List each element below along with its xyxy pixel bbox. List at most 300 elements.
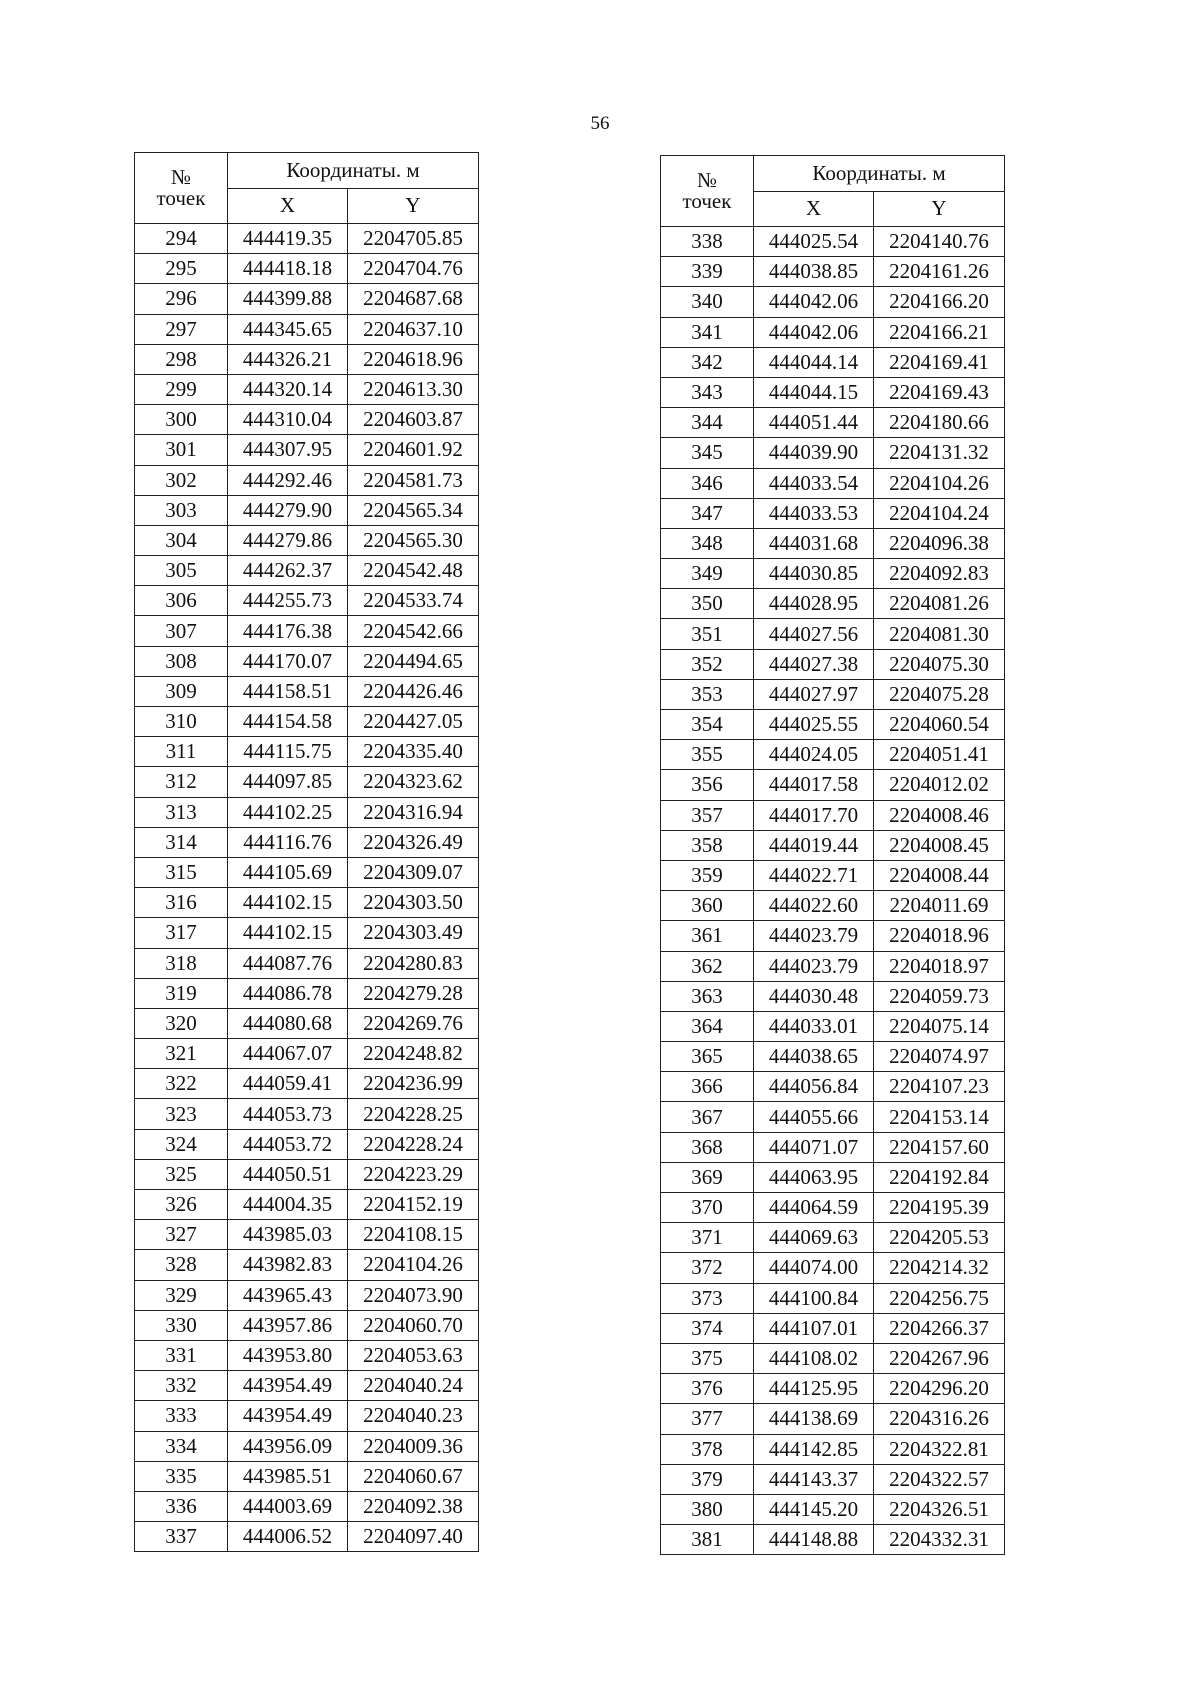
point-number-cell: 352 (661, 649, 754, 679)
table-row (661, 377, 1005, 407)
x-coordinate-cell: 443965.43 (228, 1280, 348, 1310)
y-coordinate-cell: 2204051.41 (874, 740, 1005, 770)
table-row (661, 770, 1005, 800)
table-row (135, 1099, 479, 1129)
point-number-cell: 366 (661, 1072, 754, 1102)
x-coordinate-cell: 444279.90 (228, 495, 348, 525)
point-number-cell: 315 (135, 857, 228, 887)
point-number-cell: 377 (661, 1404, 754, 1434)
table-row (135, 918, 479, 948)
x-header: X (754, 191, 874, 227)
point-number-cell: 317 (135, 918, 228, 948)
table-row (661, 468, 1005, 498)
y-coordinate-cell: 2204426.46 (348, 676, 479, 706)
x-coordinate-cell: 444102.15 (228, 888, 348, 918)
table-row (135, 737, 479, 767)
x-coordinate-cell: 444399.88 (228, 284, 348, 314)
table-row (661, 559, 1005, 589)
table-row (661, 860, 1005, 890)
x-coordinate-cell: 444017.58 (754, 770, 874, 800)
x-coordinate-cell: 443985.51 (228, 1461, 348, 1491)
table-row (135, 556, 479, 586)
table-row (135, 707, 479, 737)
point-number-cell: 361 (661, 921, 754, 951)
y-coordinate-cell: 2204618.96 (348, 344, 479, 374)
point-number-cell: 360 (661, 891, 754, 921)
table-row (661, 951, 1005, 981)
point-number-cell: 337 (135, 1522, 228, 1552)
point-number-cell: 323 (135, 1099, 228, 1129)
x-coordinate-cell: 444023.79 (754, 921, 874, 951)
point-number-cell: 307 (135, 616, 228, 646)
y-coordinate-cell: 2204323.62 (348, 767, 479, 797)
x-coordinate-cell: 444063.95 (754, 1162, 874, 1192)
point-number-cell: 327 (135, 1220, 228, 1250)
x-coordinate-cell: 444027.56 (754, 619, 874, 649)
point-number-cell: 340 (661, 287, 754, 317)
point-number-cell: 330 (135, 1310, 228, 1340)
x-coordinate-cell: 444115.75 (228, 737, 348, 767)
table-row (661, 1404, 1005, 1434)
table-row (661, 921, 1005, 951)
x-coordinate-cell: 444102.15 (228, 918, 348, 948)
point-number-cell: 379 (661, 1464, 754, 1494)
table-row (661, 1313, 1005, 1343)
point-number-cell: 356 (661, 770, 754, 800)
table-row (135, 224, 479, 254)
table-row (135, 405, 479, 435)
y-coordinate-cell: 2204152.19 (348, 1190, 479, 1220)
point-number-cell: 375 (661, 1343, 754, 1373)
point-number-cell: 319 (135, 978, 228, 1008)
coordinates-header: Координаты. м (228, 153, 479, 189)
x-coordinate-cell: 444418.18 (228, 254, 348, 284)
y-coordinate-cell: 2204705.85 (348, 224, 479, 254)
x-coordinate-cell: 444419.35 (228, 224, 348, 254)
point-number-cell: 369 (661, 1162, 754, 1192)
table-row (135, 1190, 479, 1220)
x-coordinate-cell: 444097.85 (228, 767, 348, 797)
table-row (135, 344, 479, 374)
table-row (661, 981, 1005, 1011)
table-row (661, 1132, 1005, 1162)
x-coordinate-cell: 444030.85 (754, 559, 874, 589)
x-coordinate-cell: 444100.84 (754, 1283, 874, 1313)
x-coordinate-cell: 444108.02 (754, 1343, 874, 1373)
point-number-cell: 318 (135, 948, 228, 978)
table-row (661, 1374, 1005, 1404)
x-coordinate-cell: 444004.35 (228, 1190, 348, 1220)
y-coordinate-cell: 2204073.90 (348, 1280, 479, 1310)
y-coordinate-cell: 2204296.20 (874, 1374, 1005, 1404)
point-number-cell: 359 (661, 860, 754, 890)
x-coordinate-cell: 444019.44 (754, 830, 874, 860)
point-number-cell: 372 (661, 1253, 754, 1283)
y-coordinate-cell: 2204161.26 (874, 257, 1005, 287)
x-coordinate-cell: 444158.51 (228, 676, 348, 706)
point-number-cell: 314 (135, 827, 228, 857)
number-sign-label: № (696, 168, 718, 192)
x-coordinate-cell: 444116.76 (228, 827, 348, 857)
y-coordinate-cell: 2204166.21 (874, 317, 1005, 347)
x-coordinate-cell: 444064.59 (754, 1193, 874, 1223)
x-coordinate-cell: 444059.41 (228, 1069, 348, 1099)
x-coordinate-cell: 444053.73 (228, 1099, 348, 1129)
table-row (135, 495, 479, 525)
x-coordinate-cell: 444027.97 (754, 679, 874, 709)
y-coordinate-cell: 2204040.23 (348, 1401, 479, 1431)
y-coordinate-cell: 2204008.45 (874, 830, 1005, 860)
x-coordinate-cell: 444148.88 (754, 1525, 874, 1555)
y-coordinate-cell: 2204565.34 (348, 495, 479, 525)
point-number-cell: 334 (135, 1431, 228, 1461)
table-row (135, 1401, 479, 1431)
x-coordinate-cell: 444050.51 (228, 1159, 348, 1189)
y-coordinate-cell: 2204018.97 (874, 951, 1005, 981)
point-number-cell: 335 (135, 1461, 228, 1491)
table-row (661, 287, 1005, 317)
y-coordinate-cell: 2204169.43 (874, 377, 1005, 407)
y-coordinate-cell: 2204303.49 (348, 918, 479, 948)
x-coordinate-cell: 444310.04 (228, 405, 348, 435)
point-number-cell: 294 (135, 224, 228, 254)
x-coordinate-cell: 444105.69 (228, 857, 348, 887)
y-coordinate-cell: 2204018.96 (874, 921, 1005, 951)
table-row (135, 857, 479, 887)
y-coordinate-cell: 2204228.24 (348, 1129, 479, 1159)
x-coordinate-cell: 444039.90 (754, 438, 874, 468)
x-coordinate-cell: 444086.78 (228, 978, 348, 1008)
point-number-cell: 333 (135, 1401, 228, 1431)
x-coordinate-cell: 444142.85 (754, 1434, 874, 1464)
table-row (661, 1494, 1005, 1524)
point-number-cell: 349 (661, 559, 754, 589)
y-coordinate-cell: 2204267.96 (874, 1343, 1005, 1373)
page-number: 56 (590, 113, 610, 134)
table-body (135, 224, 479, 1552)
point-number-cell: 311 (135, 737, 228, 767)
table-row (135, 827, 479, 857)
table-row (661, 830, 1005, 860)
x-coordinate-cell: 444154.58 (228, 707, 348, 737)
point-number-cell: 305 (135, 556, 228, 586)
y-coordinate-cell: 2204322.57 (874, 1464, 1005, 1494)
table-row (135, 676, 479, 706)
x-coordinate-cell: 444044.14 (754, 347, 874, 377)
y-coordinate-cell: 2204223.29 (348, 1159, 479, 1189)
x-coordinate-cell: 444042.06 (754, 287, 874, 317)
point-number-cell: 381 (661, 1525, 754, 1555)
point-number-cell: 326 (135, 1190, 228, 1220)
x-coordinate-cell: 444143.37 (754, 1464, 874, 1494)
x-coordinate-cell: 444017.70 (754, 800, 874, 830)
table-row (135, 1461, 479, 1491)
y-coordinate-cell: 2204326.51 (874, 1494, 1005, 1524)
x-coordinate-cell: 444170.07 (228, 646, 348, 676)
table-row (135, 586, 479, 616)
x-coordinate-cell: 444255.73 (228, 586, 348, 616)
table-row (661, 1223, 1005, 1253)
point-number-cell: 354 (661, 710, 754, 740)
points-label: точек (682, 189, 732, 213)
x-coordinate-cell: 444067.07 (228, 1039, 348, 1069)
y-coordinate-cell: 2204236.99 (348, 1069, 479, 1099)
y-coordinate-cell: 2204096.38 (874, 528, 1005, 558)
point-number-cell: 297 (135, 314, 228, 344)
table-row (661, 1283, 1005, 1313)
table-row (135, 465, 479, 495)
point-number-cell: 373 (661, 1283, 754, 1313)
y-coordinate-cell: 2204326.49 (348, 827, 479, 857)
number-sign-label: № (170, 165, 192, 189)
y-coordinate-cell: 2204104.26 (874, 468, 1005, 498)
point-number-header (661, 156, 754, 227)
table-row (135, 1371, 479, 1401)
table-row (135, 1159, 479, 1189)
point-number-cell: 355 (661, 740, 754, 770)
point-number-cell: 306 (135, 586, 228, 616)
y-coordinate-cell: 2204581.73 (348, 465, 479, 495)
x-coordinate-cell: 444087.76 (228, 948, 348, 978)
x-coordinate-cell: 444033.01 (754, 1011, 874, 1041)
x-coordinate-cell: 444025.54 (754, 227, 874, 257)
point-number-cell: 299 (135, 374, 228, 404)
points-label: точек (156, 186, 206, 210)
point-number-cell: 348 (661, 528, 754, 558)
x-coordinate-cell: 444022.71 (754, 860, 874, 890)
y-coordinate-cell: 2204637.10 (348, 314, 479, 344)
table-row (661, 347, 1005, 377)
point-number-cell: 371 (661, 1223, 754, 1253)
y-coordinate-cell: 2204059.73 (874, 981, 1005, 1011)
table-row (661, 1162, 1005, 1192)
y-coordinate-cell: 2204195.39 (874, 1193, 1005, 1223)
y-coordinate-cell: 2204613.30 (348, 374, 479, 404)
y-coordinate-cell: 2204192.84 (874, 1162, 1005, 1192)
y-coordinate-cell: 2204269.76 (348, 1008, 479, 1038)
point-number-cell: 344 (661, 408, 754, 438)
x-coordinate-cell: 444262.37 (228, 556, 348, 586)
table-row (135, 888, 479, 918)
y-coordinate-cell: 2204427.05 (348, 707, 479, 737)
point-number-cell: 308 (135, 646, 228, 676)
x-coordinate-cell: 444030.48 (754, 981, 874, 1011)
point-number-cell: 367 (661, 1102, 754, 1132)
x-coordinate-cell: 444042.06 (754, 317, 874, 347)
y-coordinate-cell: 2204104.24 (874, 498, 1005, 528)
x-coordinate-cell: 444038.65 (754, 1042, 874, 1072)
table-row (661, 1072, 1005, 1102)
point-number-header (135, 153, 228, 224)
table-row (135, 978, 479, 1008)
y-coordinate-cell: 2204075.14 (874, 1011, 1005, 1041)
x-coordinate-cell: 444080.68 (228, 1008, 348, 1038)
point-number-cell: 302 (135, 465, 228, 495)
y-coordinate-cell: 2204256.75 (874, 1283, 1005, 1313)
y-coordinate-cell: 2204601.92 (348, 435, 479, 465)
table-row (135, 948, 479, 978)
table-row (661, 227, 1005, 257)
y-coordinate-cell: 2204008.46 (874, 800, 1005, 830)
y-coordinate-cell: 2204009.36 (348, 1431, 479, 1461)
x-coordinate-cell: 444003.69 (228, 1491, 348, 1521)
table-row (661, 1464, 1005, 1494)
table-row (661, 589, 1005, 619)
y-coordinate-cell: 2204040.24 (348, 1371, 479, 1401)
y-coordinate-cell: 2204092.38 (348, 1491, 479, 1521)
x-coordinate-cell: 444033.53 (754, 498, 874, 528)
y-coordinate-cell: 2204704.76 (348, 254, 479, 284)
y-coordinate-cell: 2204153.14 (874, 1102, 1005, 1132)
point-number-cell: 312 (135, 767, 228, 797)
x-coordinate-cell: 444025.55 (754, 710, 874, 740)
point-number-cell: 328 (135, 1250, 228, 1280)
y-coordinate-cell: 2204012.02 (874, 770, 1005, 800)
point-number-cell: 350 (661, 589, 754, 619)
point-number-cell: 353 (661, 679, 754, 709)
y-coordinate-cell: 2204060.67 (348, 1461, 479, 1491)
y-coordinate-cell: 2204008.44 (874, 860, 1005, 890)
x-coordinate-cell: 444102.25 (228, 797, 348, 827)
y-coordinate-cell: 2204092.83 (874, 559, 1005, 589)
y-coordinate-cell: 2204228.25 (348, 1099, 479, 1129)
point-number-cell: 321 (135, 1039, 228, 1069)
point-number-cell: 303 (135, 495, 228, 525)
x-coordinate-cell: 443957.86 (228, 1310, 348, 1340)
x-coordinate-cell: 444056.84 (754, 1072, 874, 1102)
x-coordinate-cell: 444033.54 (754, 468, 874, 498)
table-row (661, 800, 1005, 830)
table-row (661, 1343, 1005, 1373)
point-number-cell: 351 (661, 619, 754, 649)
y-coordinate-cell: 2204533.74 (348, 586, 479, 616)
point-number-cell: 376 (661, 1374, 754, 1404)
point-number-cell: 320 (135, 1008, 228, 1038)
coordinates-header: Координаты. м (754, 156, 1005, 192)
x-coordinate-cell: 444071.07 (754, 1132, 874, 1162)
y-header: Y (874, 191, 1005, 227)
x-coordinate-cell: 443985.03 (228, 1220, 348, 1250)
x-coordinate-cell: 443956.09 (228, 1431, 348, 1461)
table-row (135, 1280, 479, 1310)
point-number-cell: 368 (661, 1132, 754, 1162)
table-row (135, 314, 479, 344)
table-row (661, 1525, 1005, 1555)
point-number-cell: 343 (661, 377, 754, 407)
x-coordinate-cell: 444279.86 (228, 525, 348, 555)
x-coordinate-cell: 444051.44 (754, 408, 874, 438)
point-number-cell: 342 (661, 347, 754, 377)
point-number-cell: 295 (135, 254, 228, 284)
y-coordinate-cell: 2204075.30 (874, 649, 1005, 679)
x-coordinate-cell: 444038.85 (754, 257, 874, 287)
point-number-cell: 364 (661, 1011, 754, 1041)
point-number-cell: 345 (661, 438, 754, 468)
y-coordinate-cell: 2204303.50 (348, 888, 479, 918)
x-coordinate-cell: 444074.00 (754, 1253, 874, 1283)
x-header: X (228, 188, 348, 224)
x-coordinate-cell: 444006.52 (228, 1522, 348, 1552)
y-coordinate-cell: 2204248.82 (348, 1039, 479, 1069)
table-row (135, 1250, 479, 1280)
point-number-cell: 300 (135, 405, 228, 435)
y-coordinate-cell: 2204280.83 (348, 948, 479, 978)
point-number-cell: 332 (135, 1371, 228, 1401)
y-coordinate-cell: 2204060.54 (874, 710, 1005, 740)
point-number-cell: 309 (135, 676, 228, 706)
coordinates-table-left (134, 152, 479, 1552)
y-coordinate-cell: 2204104.26 (348, 1250, 479, 1280)
x-coordinate-cell: 444044.15 (754, 377, 874, 407)
table-row (661, 1011, 1005, 1041)
y-coordinate-cell: 2204332.31 (874, 1525, 1005, 1555)
x-coordinate-cell: 444125.95 (754, 1374, 874, 1404)
x-coordinate-cell: 444138.69 (754, 1404, 874, 1434)
point-number-cell: 374 (661, 1313, 754, 1343)
table-row (661, 619, 1005, 649)
point-number-cell: 339 (661, 257, 754, 287)
y-coordinate-cell: 2204131.32 (874, 438, 1005, 468)
x-coordinate-cell: 444345.65 (228, 314, 348, 344)
y-coordinate-cell: 2204266.37 (874, 1313, 1005, 1343)
table-row (135, 616, 479, 646)
x-coordinate-cell: 444320.14 (228, 374, 348, 404)
point-number-cell: 346 (661, 468, 754, 498)
table-row (661, 1434, 1005, 1464)
x-coordinate-cell: 443982.83 (228, 1250, 348, 1280)
y-coordinate-cell: 2204214.32 (874, 1253, 1005, 1283)
point-number-cell: 341 (661, 317, 754, 347)
table-row (661, 649, 1005, 679)
table-row (135, 646, 479, 676)
point-number-cell: 324 (135, 1129, 228, 1159)
x-coordinate-cell: 444028.95 (754, 589, 874, 619)
table-row (135, 1008, 479, 1038)
y-coordinate-cell: 2204074.97 (874, 1042, 1005, 1072)
table-row (661, 710, 1005, 740)
y-coordinate-cell: 2204603.87 (348, 405, 479, 435)
x-coordinate-cell: 444024.05 (754, 740, 874, 770)
x-coordinate-cell: 444176.38 (228, 616, 348, 646)
x-coordinate-cell: 444027.38 (754, 649, 874, 679)
x-coordinate-cell: 443954.49 (228, 1371, 348, 1401)
x-coordinate-cell: 444145.20 (754, 1494, 874, 1524)
x-coordinate-cell: 443953.80 (228, 1340, 348, 1370)
y-coordinate-cell: 2204166.20 (874, 287, 1005, 317)
coordinates-table-right (660, 155, 1005, 1555)
y-coordinate-cell: 2204081.26 (874, 589, 1005, 619)
point-number-cell: 365 (661, 1042, 754, 1072)
point-number-cell: 329 (135, 1280, 228, 1310)
table-row (661, 679, 1005, 709)
y-coordinate-cell: 2204081.30 (874, 619, 1005, 649)
table-row (661, 438, 1005, 468)
table-row (135, 1491, 479, 1521)
x-coordinate-cell: 444023.79 (754, 951, 874, 981)
y-coordinate-cell: 2204322.81 (874, 1434, 1005, 1464)
point-number-cell: 313 (135, 797, 228, 827)
y-coordinate-cell: 2204316.26 (874, 1404, 1005, 1434)
point-number-cell: 301 (135, 435, 228, 465)
table-row (661, 891, 1005, 921)
y-coordinate-cell: 2204279.28 (348, 978, 479, 1008)
table-row (135, 1522, 479, 1552)
x-coordinate-cell: 443954.49 (228, 1401, 348, 1431)
table-row (661, 498, 1005, 528)
point-number-cell: 331 (135, 1340, 228, 1370)
table-row (135, 797, 479, 827)
table-row (135, 374, 479, 404)
